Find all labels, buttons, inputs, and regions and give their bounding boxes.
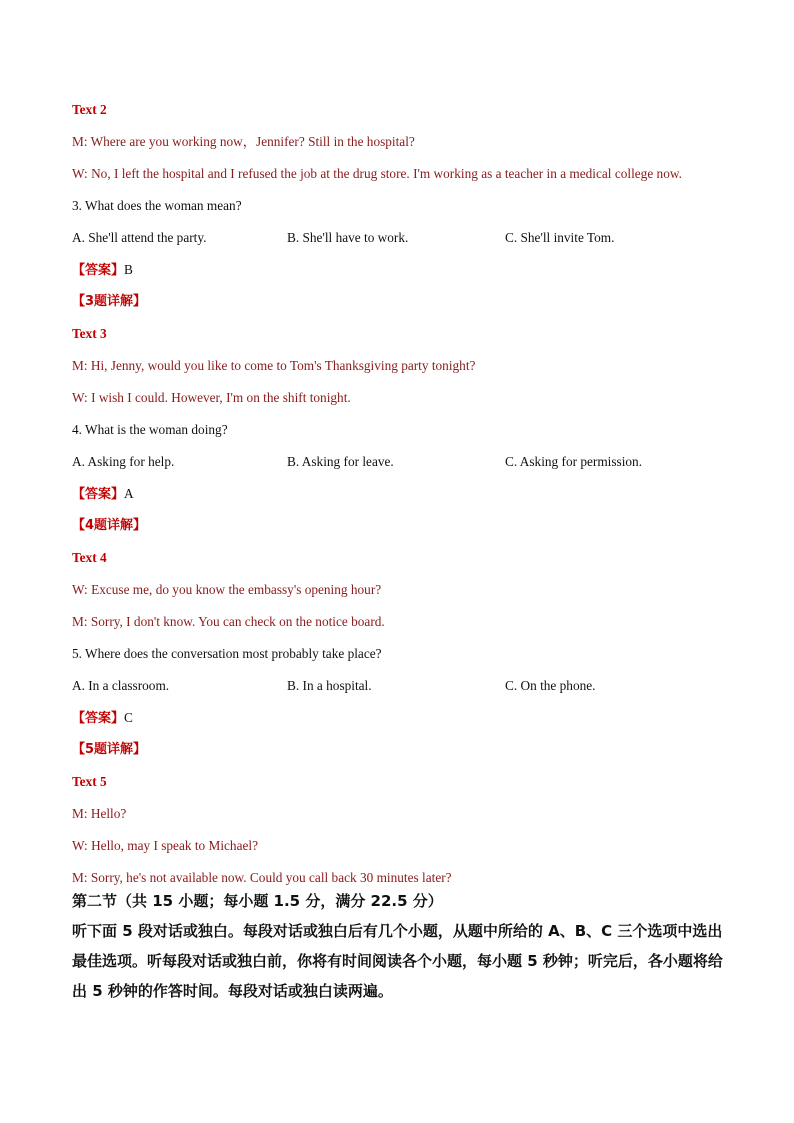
options-row — [72, 674, 732, 706]
answer-line — [72, 258, 732, 290]
answer-value: B — [124, 262, 133, 277]
text-heading: Text 5 — [72, 774, 107, 789]
question-line: 5. Where does the conversation most probably take place? — [72, 646, 382, 661]
option-c: C. On the phone. — [505, 678, 596, 693]
dialog-line: M: Where are you working now，Jennifer? Still in the hospital? — [72, 134, 415, 149]
section-instructions: 听下面 5 段对话或独白。每段对话或独白后有几个小题，从题中所给的 A、B、C 三个选项中选出最佳选项。听每段对话或独白前，你将有时间阅读各个小题，每小题 5 秒钟；听完后，各小题将给出 5 秒钟的作答时间。每段对话或独白读两遍。 — [72, 922, 723, 1000]
text-heading: Text 3 — [72, 326, 107, 341]
option-c: C. Asking for permission. — [505, 454, 643, 469]
option-b: B. She'll have to work. — [287, 230, 409, 245]
dialog-line: M: Sorry, I don't know. You can check on the notice board. — [72, 614, 385, 629]
options-row — [72, 226, 732, 258]
question-blocks — [72, 98, 732, 898]
detail-label: 【3题详解】 — [72, 294, 147, 309]
text-heading: Text 4 — [72, 550, 107, 565]
option-b: B. In a hospital. — [287, 678, 372, 693]
dialog-line: W: Hello, may I speak to Michael? — [72, 838, 258, 853]
option-a: A. She'll attend the party. — [72, 230, 207, 245]
dialog-line: W: No, I left the hospital and I refused the job at the drug store. I'm working as a teacher in a medical college now. — [72, 166, 682, 181]
dialog-line: M: Hello? — [72, 806, 127, 821]
dialog-line: M: Sorry, he's not available now. Could you call back 30 minutes later? — [72, 870, 452, 885]
section-title: 第二节（共 15 小题；每小题 1.5 分，满分 22.5 分） — [72, 892, 443, 910]
option-c: C. She'll invite Tom. — [505, 230, 615, 245]
document-page — [72, 98, 732, 1006]
answer-line — [72, 482, 732, 514]
detail-label: 【5题详解】 — [72, 742, 147, 757]
dialog-line: W: Excuse me, do you know the embassy's opening hour? — [72, 582, 382, 597]
option-a: A. In a classroom. — [72, 678, 170, 693]
text-heading: Text 2 — [72, 102, 107, 117]
answer-label: 【答案】 — [72, 711, 125, 726]
option-a: A. Asking for help. — [72, 454, 175, 469]
answer-label: 【答案】 — [72, 487, 125, 502]
options-row — [72, 450, 732, 482]
dialog-line: M: Hi, Jenny, would you like to come to Tom's Thanksgiving party tonight? — [72, 358, 476, 373]
answer-value: C — [124, 710, 133, 725]
answer-value: A — [124, 486, 134, 501]
question-line: 3. What does the woman mean? — [72, 198, 242, 213]
option-b: B. Asking for leave. — [287, 454, 394, 469]
answer-line — [72, 706, 732, 738]
answer-label: 【答案】 — [72, 263, 125, 278]
dialog-line: W: I wish I could. However, I'm on the shift tonight. — [72, 390, 351, 405]
question-line: 4. What is the woman doing? — [72, 422, 228, 437]
detail-label: 【4题详解】 — [72, 518, 147, 533]
